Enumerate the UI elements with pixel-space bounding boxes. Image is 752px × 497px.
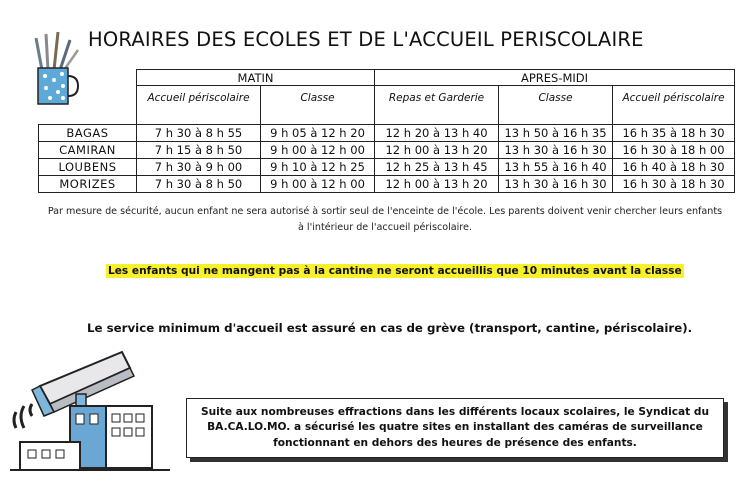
table-cell: 13 h 30 à 16 h 30 xyxy=(499,142,613,159)
table-row xyxy=(39,125,735,142)
table-cell: 12 h 00 à 13 h 20 xyxy=(375,176,499,193)
table-cell: 9 h 00 à 12 h 00 xyxy=(261,142,375,159)
column-header: Accueil périscolaire xyxy=(613,86,735,125)
canteen-notice: Les enfants qui ne mangent pas à la cantine ne seront accueillis que 10 minutes avant la classe xyxy=(108,265,682,277)
security-notice-box xyxy=(186,398,724,458)
security-camera-icon xyxy=(10,346,170,476)
table-cell: 7 h 30 à 8 h 55 xyxy=(137,125,261,142)
table-cell: 9 h 05 à 12 h 20 xyxy=(261,125,375,142)
safety-notice-line: à l'intérieur de l'accueil périscolaire. xyxy=(297,222,472,233)
table-cell: 16 h 40 à 18 h 30 xyxy=(613,159,735,176)
table-cell: 9 h 00 à 12 h 00 xyxy=(261,176,375,193)
safety-notice xyxy=(30,204,740,236)
table-cell: 9 h 10 à 12 h 25 xyxy=(261,159,375,176)
security-notice-line: BA.CA.LO.MO. a sécurisé les quatre sites en installant des caméras de surveillance xyxy=(207,421,703,434)
column-header: Repas et Garderie xyxy=(375,86,499,125)
table-subheader-row xyxy=(39,86,735,125)
school-name: CAMIRAN xyxy=(39,142,137,159)
table-cell: 13 h 50 à 16 h 35 xyxy=(499,125,613,142)
security-notice-line: fonctionnant en dehors des heures de présence des enfants. xyxy=(273,436,637,449)
table-cell: 12 h 25 à 13 h 45 xyxy=(375,159,499,176)
school-name: BAGAS xyxy=(39,125,137,142)
table-corner xyxy=(39,86,137,125)
table-row xyxy=(39,176,735,193)
table-cell: 12 h 20 à 13 h 40 xyxy=(375,125,499,142)
school-name: MORIZES xyxy=(39,176,137,193)
table-cell: 7 h 30 à 8 h 50 xyxy=(137,176,261,193)
strike-service-notice: Le service minimum d'accueil est assuré en cas de grève (transport, cantine, périscolaire). xyxy=(87,321,693,335)
table-cell: 16 h 35 à 18 h 30 xyxy=(613,125,735,142)
table-cell: 16 h 30 à 18 h 00 xyxy=(613,142,735,159)
table-cell: 12 h 00 à 13 h 20 xyxy=(375,142,499,159)
table-cell: 13 h 55 à 16 h 40 xyxy=(499,159,613,176)
table-cell: 13 h 30 à 16 h 30 xyxy=(499,176,613,193)
column-header: Classe xyxy=(261,86,375,125)
column-header: Accueil périscolaire xyxy=(137,86,261,125)
table-cell: 7 h 15 à 8 h 50 xyxy=(137,142,261,159)
page-title: HORAIRES DES ECOLES ET DE L'ACCUEIL PERISCOLAIRE xyxy=(88,28,644,51)
school-name: LOUBENS xyxy=(39,159,137,176)
box-shadow xyxy=(190,458,728,462)
security-notice-line: Suite aux nombreuses effractions dans les différents locaux scolaires, le Syndicat du xyxy=(200,405,710,418)
table-row xyxy=(39,159,735,176)
table-cell: 16 h 30 à 18 h 30 xyxy=(613,176,735,193)
table-corner xyxy=(39,70,137,86)
table-row xyxy=(39,142,735,159)
group-header-matin: MATIN xyxy=(137,70,375,86)
safety-notice-line: Par mesure de sécurité, aucun enfant ne sera autorisé à sortir seul de l'enceinte de l'école. Les parents doivent venir chercher leurs enfants xyxy=(47,206,723,217)
table-group-header-row xyxy=(39,70,735,86)
schedule-table xyxy=(38,69,735,193)
box-shadow xyxy=(724,402,728,462)
column-header: Classe xyxy=(499,86,613,125)
table-cell: 7 h 30 à 9 h 00 xyxy=(137,159,261,176)
group-header-apres-midi: APRES-MIDI xyxy=(375,70,735,86)
